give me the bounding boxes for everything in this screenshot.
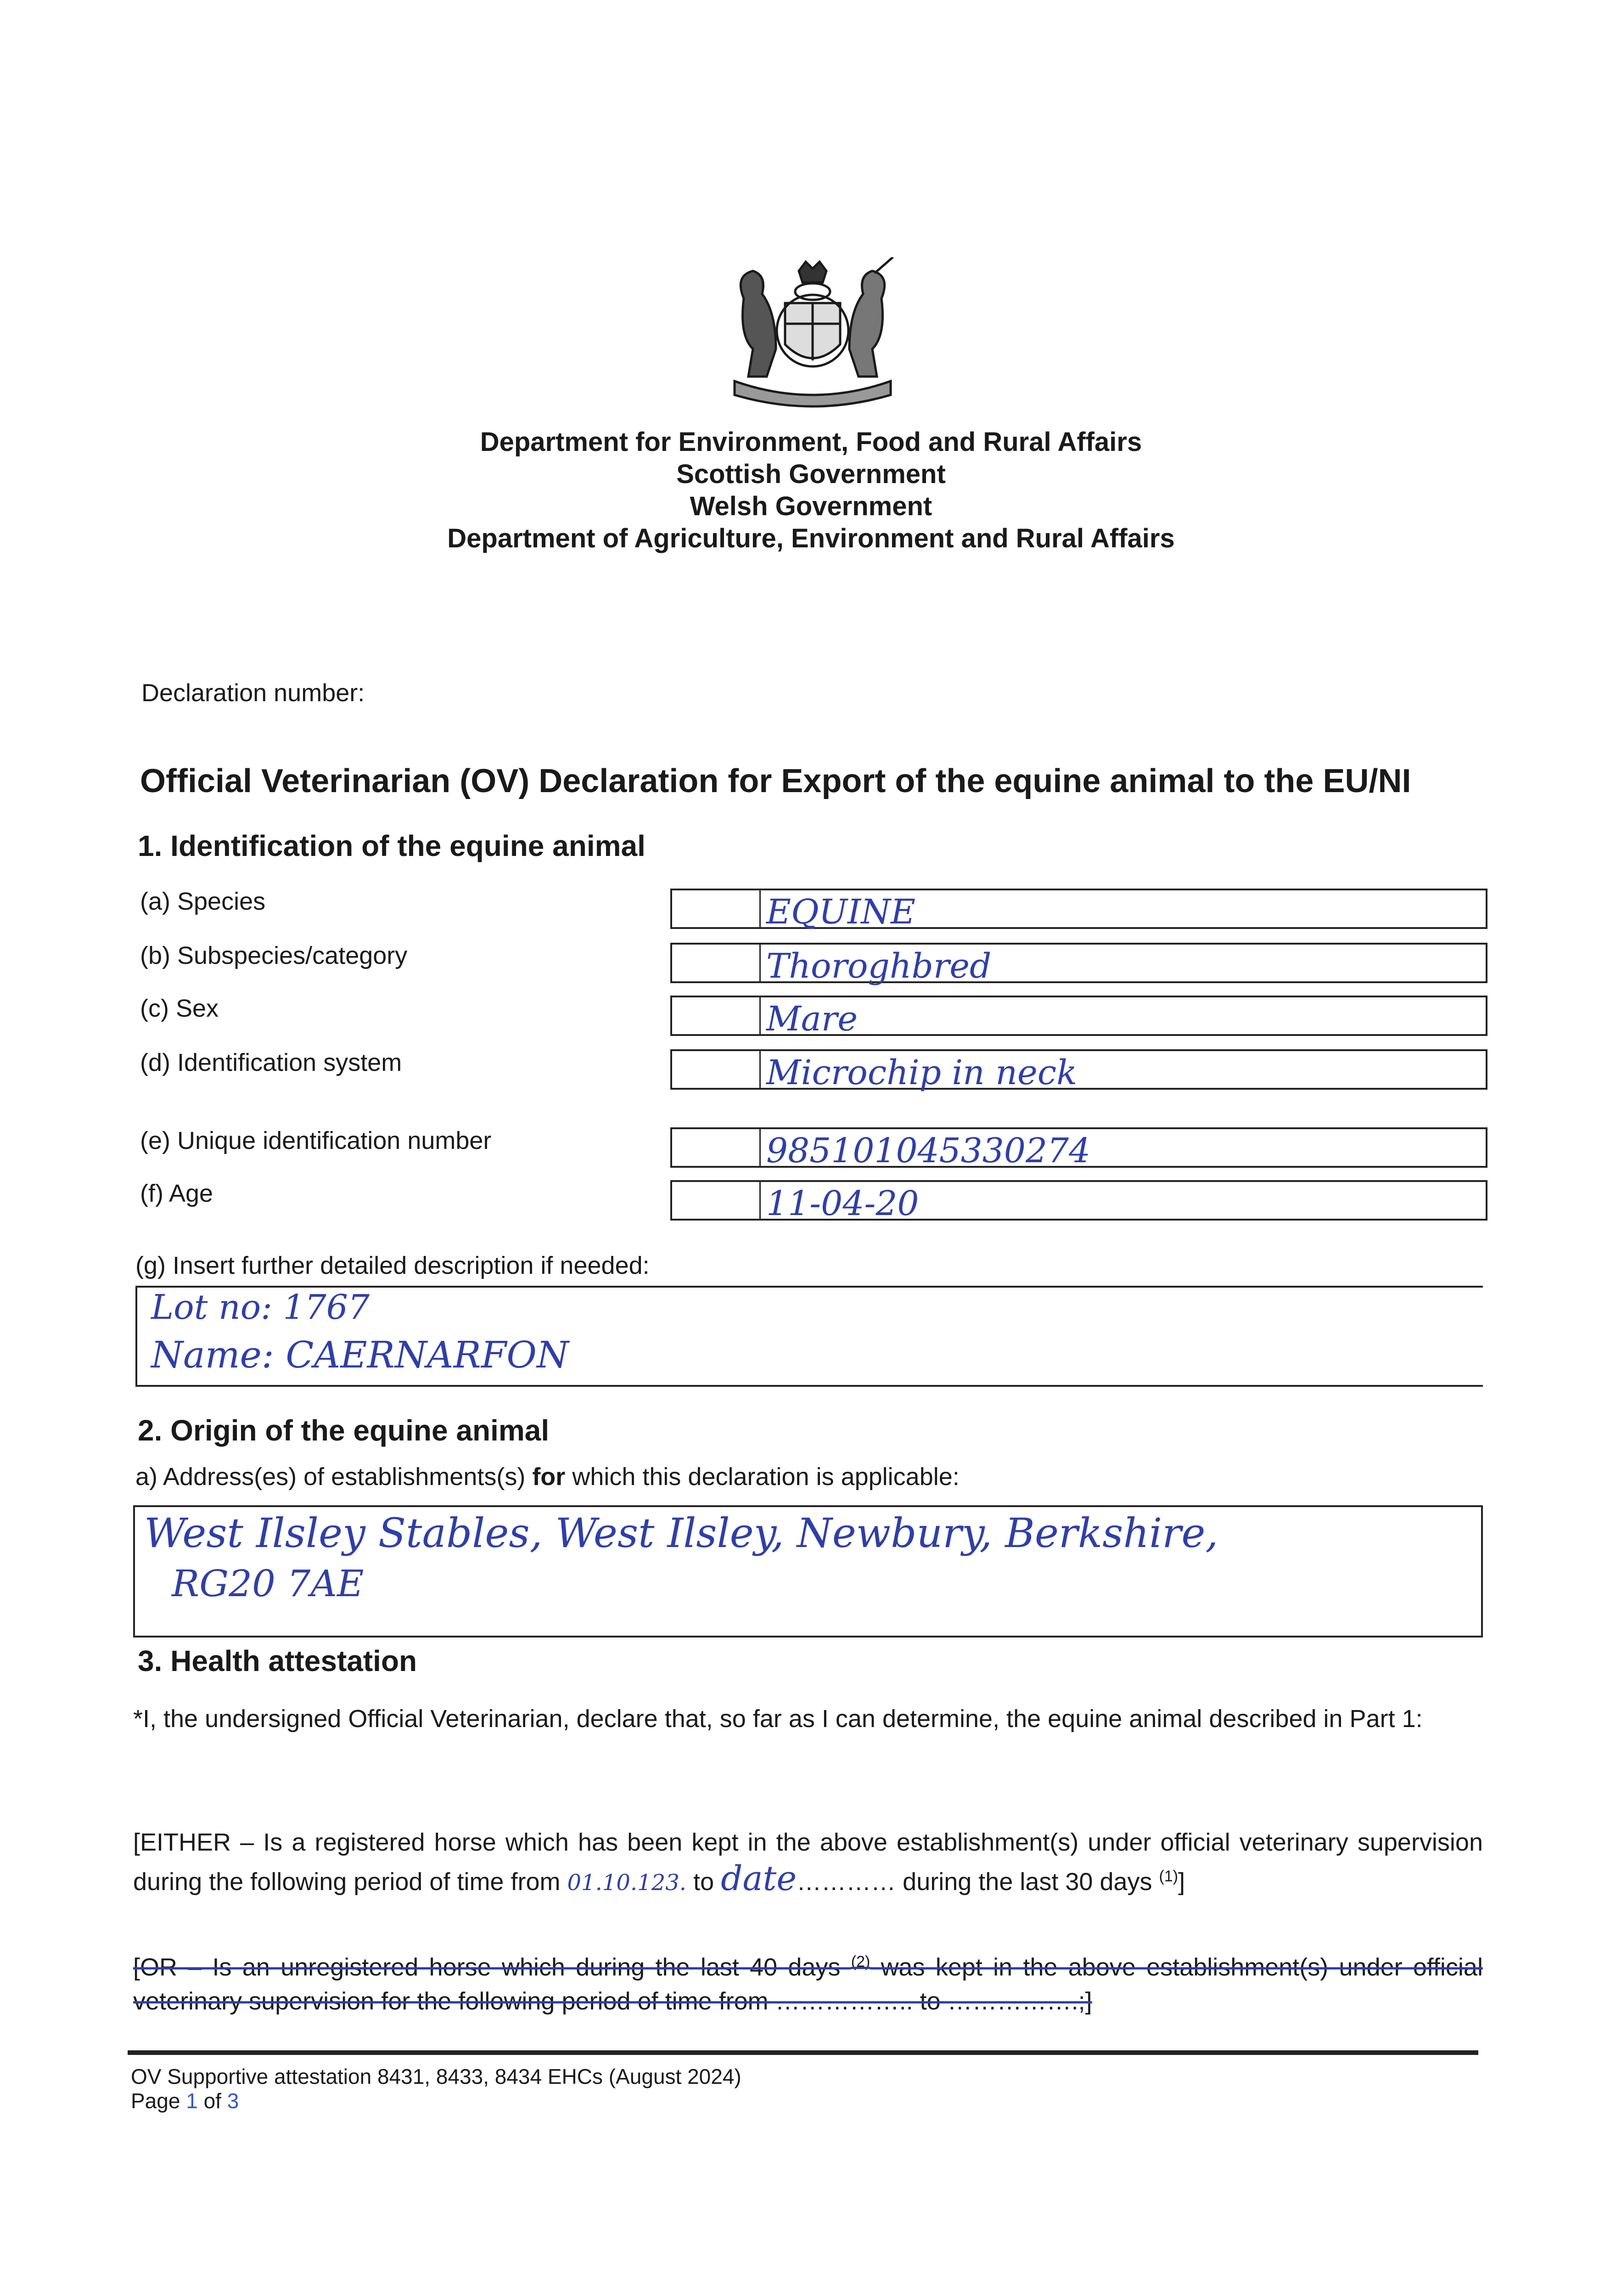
species-label: (a) Species bbox=[140, 888, 266, 915]
section2-heading: 2. Origin of the equine animal bbox=[138, 1414, 550, 1447]
identification-system-field[interactable] bbox=[670, 1049, 1487, 1090]
sex-value: Mare bbox=[766, 999, 858, 1039]
declaration-number-label: Declaration number: bbox=[141, 679, 365, 707]
department-welsh-gov: Welsh Government bbox=[690, 491, 932, 521]
age-field[interactable] bbox=[670, 1180, 1487, 1221]
attestation-intro: *I, the undersigned Official Veterinarian, declare that, so far as I can determine, the equine animal described in Part 1: bbox=[133, 1705, 1423, 1733]
department-daera: Department of Agriculture, Environment and Rural Affairs bbox=[447, 523, 1175, 553]
either-clause: [EITHER – Is a registered horse which has been kept in the above establishment(s) under official veterinary supervision during the following period of time from 01.10.123. to date………… during the last 30 days $^{(1)}$] bbox=[133, 1829, 1483, 1898]
age-value: 11-04-20 bbox=[766, 1184, 919, 1223]
address-line-1: West Ilsley Stables, West Ilsley, Newbury, Berkshire, bbox=[144, 1509, 1218, 1557]
department-scottish-gov: Scottish Government bbox=[676, 459, 946, 489]
document-title: Official Veterinarian (OV) Declaration for Export of the equine animal to the EU/NI bbox=[140, 763, 1411, 799]
species-value: EQUINE bbox=[766, 892, 916, 932]
address-label: a) Address(es) of establishments(s) for which this declaration is applicable: bbox=[135, 1463, 960, 1491]
footer-divider bbox=[128, 2050, 1478, 2055]
address-field[interactable] bbox=[133, 1505, 1483, 1638]
coat-of-arms-emblem bbox=[716, 257, 909, 413]
subspecies-label: (b) Subspecies/category bbox=[140, 942, 408, 969]
species-field[interactable] bbox=[670, 889, 1487, 932]
period-from-date: 01.10.123. bbox=[567, 1870, 687, 1896]
period-to-date: date bbox=[721, 1859, 797, 1898]
further-description-label: (g) Insert further detailed description if needed: bbox=[135, 1252, 650, 1279]
page-indicator: Page 1 of 3 bbox=[131, 2089, 239, 2113]
identification-system-value: Microchip in neck bbox=[766, 1053, 1078, 1092]
horse-name-text: Name: CAERNARFON bbox=[151, 1334, 569, 1376]
or-clause-struck: [OR – Is an unregistered horse which during the last 40 days $^{(2)}$ was kept in the above establishment(s) under official veterinary supervision for the following period of time from …………….. to …………….;] bbox=[133, 1953, 1483, 2015]
subspecies-field[interactable] bbox=[670, 943, 1487, 986]
section3-heading: 3. Health attestation bbox=[138, 1644, 417, 1677]
identification-system-label: (d) Identification system bbox=[140, 1049, 402, 1076]
address-line-2: RG20 7AE bbox=[172, 1562, 364, 1605]
sex-field[interactable] bbox=[670, 996, 1487, 1039]
department-defra: Department for Environment, Food and Rural Affairs bbox=[480, 427, 1142, 457]
unique-id-value: 985101045330274 bbox=[766, 1131, 1091, 1171]
unique-id-field[interactable] bbox=[670, 1127, 1487, 1171]
unique-id-label: (e) Unique identification number bbox=[140, 1127, 492, 1154]
further-description-field[interactable] bbox=[135, 1286, 1483, 1387]
section1-heading: 1. Identification of the equine animal bbox=[138, 829, 645, 862]
subspecies-value: Thoroghbred bbox=[766, 946, 992, 986]
lot-number-text: Lot no: 1767 bbox=[151, 1288, 370, 1327]
sex-label: (c) Sex bbox=[140, 995, 219, 1022]
age-label: (f) Age bbox=[140, 1180, 213, 1207]
footer-reference: OV Supportive attestation 8431, 8433, 8434 EHCs (August 2024) bbox=[131, 2065, 741, 2088]
